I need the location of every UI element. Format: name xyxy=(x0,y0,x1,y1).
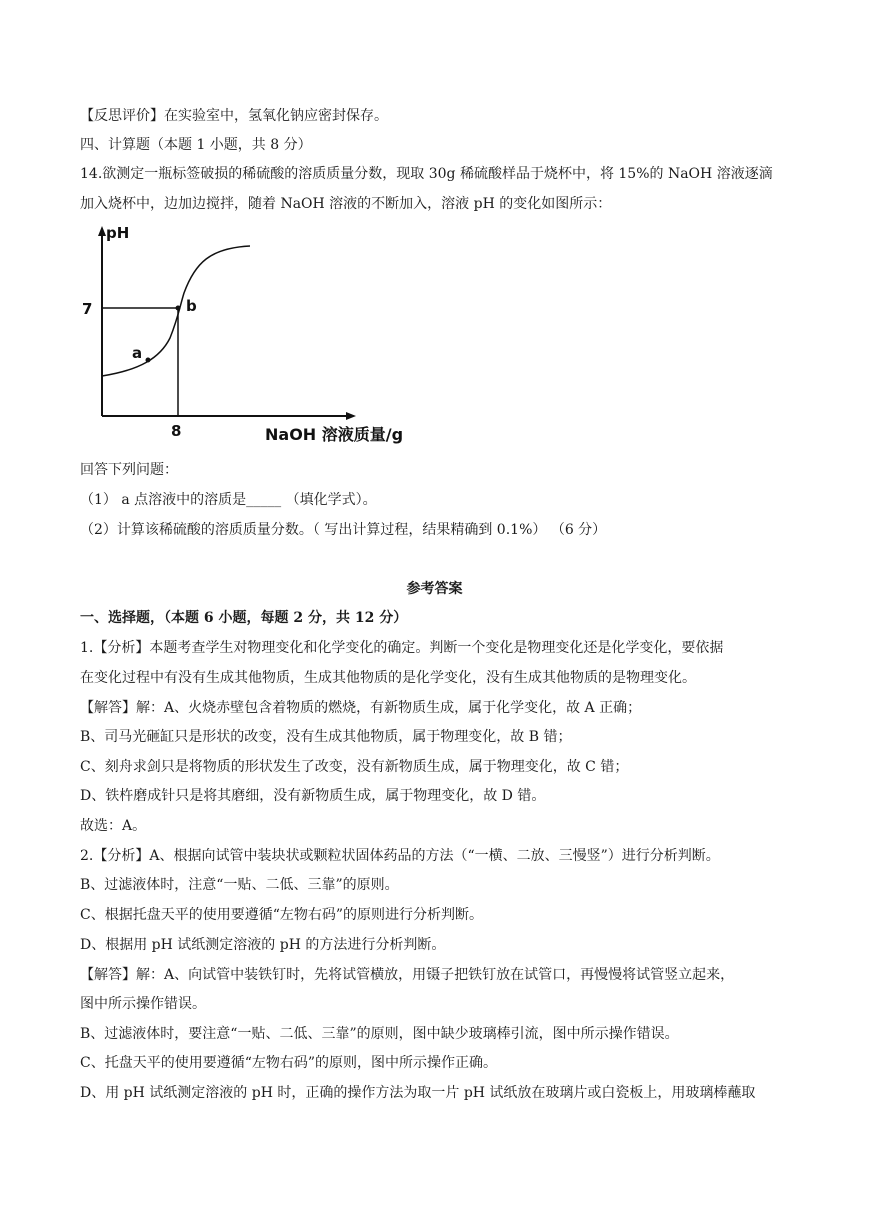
question-14-part-2: （2）计算该稀硫酸的溶质质量分数。（ 写出计算过程，结果精确到 0.1%） （6 分） xyxy=(80,522,607,538)
reference-answers-title: 参考答案 xyxy=(406,581,463,597)
answer-2-analysis-a: 2.【分析】A、根据向试管中装块状或颗粒状固体药品的方法（“一横、二放、三慢竖”）进行分析判断。 xyxy=(80,848,720,864)
y-axis-arrow xyxy=(98,226,106,236)
point-b-label: b xyxy=(186,297,197,315)
answer-2-solution-b: B、过滤液体时，要注意“一贴、二低、三靠”的原则，图中缺少玻璃棒引流，图中所示操作错误。 xyxy=(80,1026,679,1042)
answer-1-option-c: C、刻舟求剑只是将物质的形状发生了改变，没有新物质生成，属于物理变化，故 C 错； xyxy=(80,759,629,775)
answer-1-option-b: B、司马光砸缸只是形状的改变，没有生成其他物质，属于物理变化，故 B 错； xyxy=(80,729,572,745)
y-axis-label: pH xyxy=(106,224,130,242)
ph-titration-graph xyxy=(80,218,440,450)
answer-1-option-d: D、铁杵磨成针只是将其磨细，没有新物质生成，属于物理变化，故 D 错。 xyxy=(80,788,546,804)
question-14-line-2: 加入烧杯中，边加边搅拌，随着 NaOH 溶液的不断加入，溶液 pH 的变化如图所示： xyxy=(80,196,612,212)
answer-2-analysis-d: D、根据用 pH 试纸测定溶液的 pH 的方法进行分析判断。 xyxy=(80,937,446,953)
answer-2-analysis-c: C、根据托盘天平的使用要遵循“左物右码”的原则进行分析判断。 xyxy=(80,907,484,923)
point-b-dot xyxy=(176,306,181,311)
x-axis-label: NaOH 溶液质量/g xyxy=(265,425,404,444)
answer-2-solution-line-1: 【解答】解：A、向试管中装铁钉时，先将试管横放，用镊子把铁钉放在试管口，再慢慢将试管竖立起来， xyxy=(80,967,735,983)
answer-prompt: 回答下列问题： xyxy=(80,462,178,478)
text-reflection: 【反思评价】在实验室中，氢氧化钠应密封保存。 xyxy=(80,108,388,124)
answer-2-solution-d: D、用 pH 试纸测定溶液的 pH 时，正确的操作方法为取一片 pH 试纸放在玻璃片或白瓷板上，用玻璃棒蘸取 xyxy=(80,1085,756,1101)
answer-1-analysis-line-1: 1.【分析】本题考查学生对物理变化和化学变化的确定。判断一个变化是物理变化还是化学变化，要依据 xyxy=(80,640,724,656)
answer-1-solution: 【解答】解：A、火烧赤壁包含着物质的燃烧，有新物质生成，属于化学变化，故 A 正确； xyxy=(80,700,642,716)
ph-curve xyxy=(102,246,250,376)
answer-1-choice: 故选：A。 xyxy=(80,818,147,834)
answer-2-analysis-b: B、过滤液体时，注意“一贴、二低、三靠”的原则。 xyxy=(80,877,399,893)
x-axis-arrow xyxy=(346,412,356,420)
point-a-dot xyxy=(146,358,151,363)
answer-2-solution-line-2: 图中所示操作错误。 xyxy=(80,996,206,1012)
x-tick-8: 8 xyxy=(171,422,182,440)
answer-2-solution-c: C、托盘天平的使用要遵循“左物右码”的原则，图中所示操作正确。 xyxy=(80,1055,498,1071)
question-14-line-1: 14.欲测定一瓶标签破损的稀硫酸的溶质质量分数，现取 30g 稀硫酸样品于烧杯中，将 15%的 NaOH 溶液逐滴 xyxy=(80,166,773,182)
question-14-part-1: （1） a 点溶液中的溶质是_____ （填化学式）。 xyxy=(80,492,377,508)
y-tick-7: 7 xyxy=(82,300,93,318)
section-calculation-heading: 四、计算题（本题 1 小题，共 8 分） xyxy=(80,137,312,153)
section-choice-heading: 一、选择题，（本题 6 小题，每题 2 分，共 12 分） xyxy=(80,610,408,626)
point-a-label: a xyxy=(132,344,143,362)
answer-1-analysis-line-2: 在变化过程中有没有生成其他物质，生成其他物质的是化学变化，没有生成其他物质的是物理变化。 xyxy=(80,670,696,686)
